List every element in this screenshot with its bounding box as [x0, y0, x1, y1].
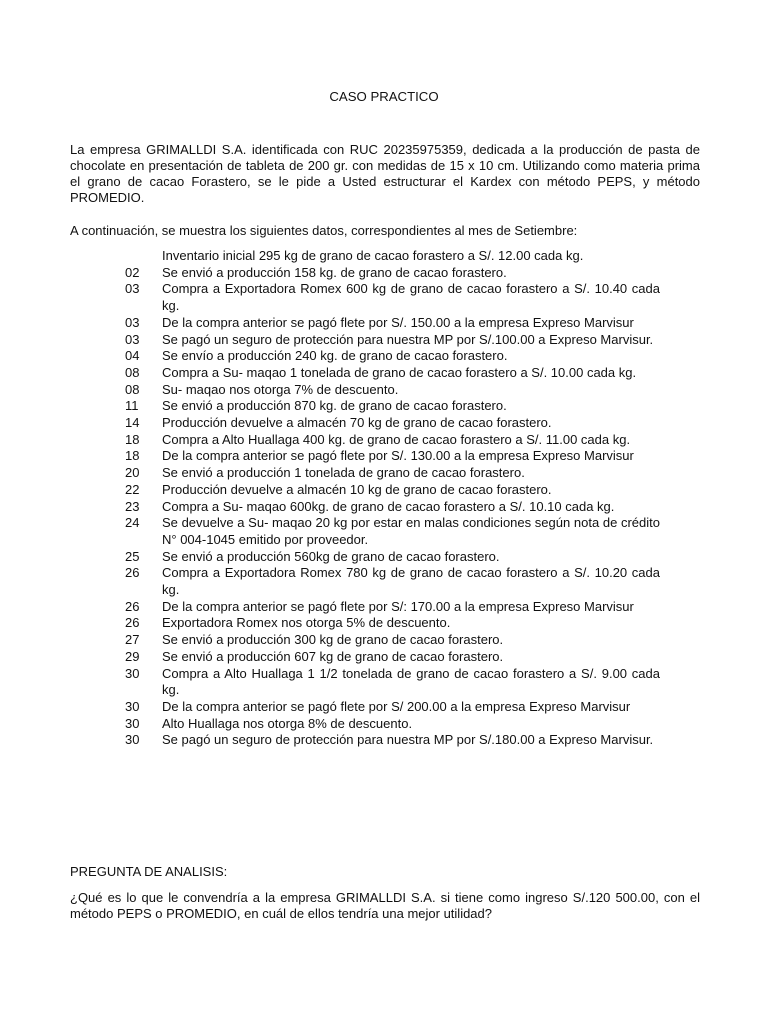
movement-day: 25 [125, 548, 140, 564]
list-item [70, 549, 660, 566]
movement-day: 29 [125, 648, 140, 664]
list-item [70, 649, 660, 666]
movement-text: De la compra anterior se pagó flete por S/. 130.00 a la empresa Expreso Marvisur [162, 448, 634, 464]
movement-text: Se pagó un seguro de protección para nuestra MP por S/.100.00 a Expreso Marvisur. [162, 331, 654, 347]
list-item [70, 315, 660, 332]
movement-text: Compra a Su- maqao 600kg. de grano de cacao forastero a S/. 10.10 cada kg. [162, 498, 615, 514]
page-title: CASO PRACTICO [329, 89, 439, 104]
movement-text: De la compra anterior se pagó flete por S/: 170.00 a la empresa Expreso Marvisur [162, 598, 634, 614]
list-item [70, 599, 660, 616]
movement-text: Se envió a producción 870 kg. de grano de cacao forastero. [162, 398, 507, 414]
movement-text: Compra a Alto Huallaga 1 1/2 tonelada de grano de cacao forastero a S/. 9.00 cada kg. [162, 665, 660, 698]
movement-day: 30 [125, 732, 140, 748]
movement-day: 04 [125, 348, 140, 364]
list-item [70, 432, 660, 449]
movement-text: Inventario inicial 295 kg de grano de cacao forastero a S/. 12.00 cada kg. [162, 248, 584, 263]
movement-text: Compra a Exportadora Romex 780 kg de grano de cacao forastero a S/. 10.20 cada kg. [162, 565, 660, 598]
list-item [70, 365, 660, 382]
list-item [70, 732, 660, 749]
movement-day: 30 [125, 698, 140, 714]
list-item [70, 499, 660, 516]
list-item [70, 382, 660, 399]
list-item [70, 515, 660, 548]
movement-text: Se devuelve a Su- maqao 20 kg por estar en malas condiciones según nota de crédito N° 004-1045 emitido por proveedor. [162, 515, 660, 547]
list-item [70, 699, 660, 716]
movement-text: Producción devuelve a almacén 70 kg de grano de cacao forastero. [162, 415, 552, 431]
movement-text: Se envió a producción 607 kg de grano de cacao forastero. [162, 648, 504, 664]
movement-day: 20 [125, 465, 140, 481]
movement-text: Compra a Alto Huallaga 400 kg. de grano de cacao forastero a S/. 11.00 cada kg. [162, 431, 631, 447]
movement-day: 03 [125, 281, 140, 297]
movement-text: De la compra anterior se pagó flete por S/ 200.00 a la empresa Expreso Marvisur [162, 698, 631, 714]
movements-list [70, 248, 660, 749]
list-item [70, 332, 660, 349]
list-item [70, 398, 660, 415]
movement-day: 27 [125, 632, 140, 648]
movement-text: Se envío a producción 240 kg. de grano de cacao forastero. [162, 348, 508, 364]
movement-text: Se envió a producción 158 kg. de grano de cacao forastero. [162, 264, 507, 280]
movement-day: 03 [125, 314, 140, 330]
movement-day: 30 [125, 715, 140, 731]
movement-text: Se envió a producción 1 tonelada de grano de cacao forastero. [162, 465, 525, 481]
list-item [70, 415, 660, 432]
list-item [70, 348, 660, 365]
list-item [70, 265, 660, 282]
movement-text: Se pagó un seguro de protección para nuestra MP por S/.180.00 a Expreso Marvisur. [162, 732, 654, 748]
list-item [70, 666, 660, 699]
movement-day: 02 [125, 264, 140, 280]
list-item [70, 565, 660, 598]
movement-text: Se envió a producción 560kg de grano de cacao forastero. [162, 548, 500, 564]
list-item [70, 281, 660, 314]
list-item [70, 716, 660, 733]
movement-day: 11 [125, 398, 139, 414]
movement-day: 23 [125, 498, 140, 514]
list-item [70, 448, 660, 465]
movement-day: 26 [125, 615, 140, 631]
movement-day: 22 [125, 481, 140, 497]
movement-day: 08 [125, 364, 140, 380]
movement-day: 14 [125, 415, 140, 431]
movement-text: Alto Huallaga nos otorga 8% de descuento. [162, 715, 413, 731]
list-item [70, 632, 660, 649]
list-item [70, 248, 660, 265]
movement-text: De la compra anterior se pagó flete por S/. 150.00 a la empresa Expreso Marvisur [162, 314, 634, 330]
movement-day: 03 [125, 331, 140, 347]
question-text: ¿Qué es lo que le convendría a la empresa GRIMALLDI S.A. si tiene como ingreso S/.120 500.00, con el método PEPS o PROMEDIO, en cuál de ellos tendría una mejor utilidad? [70, 890, 700, 921]
movement-text: Exportadora Romex nos otorga 5% de descuento. [162, 615, 451, 631]
list-item [70, 482, 660, 499]
intro-paragraph: La empresa GRIMALLDI S.A. identificada con RUC 20235975359, dedicada a la producción de pasta de chocolate en presentación de tableta de 200 gr. con medidas de 15 x 10 cm. Utilizando como materia prima el grano de cacao Forastero, se le pide a Usted estructurar el Kardex con método PEPS, y método PROMEDIO. [70, 142, 700, 205]
question-title: PREGUNTA DE ANALISIS: [70, 864, 228, 879]
movement-day: 18 [125, 448, 140, 464]
movement-day: 24 [125, 515, 140, 531]
lead-paragraph: A continuación, se muestra los siguientes datos, correspondientes al mes de Setiembre: [70, 223, 578, 238]
movement-day: 26 [125, 598, 140, 614]
movement-text: Compra a Su- maqao 1 tonelada de grano de cacao forastero a S/. 10.00 cada kg. [162, 364, 637, 380]
movement-text: Su- maqao nos otorga 7% de descuento. [162, 381, 399, 397]
movement-day: 26 [125, 565, 140, 581]
movement-text: Producción devuelve a almacén 10 kg de grano de cacao forastero. [162, 481, 552, 497]
list-item [70, 465, 660, 482]
movement-text: Se envió a producción 300 kg de grano de cacao forastero. [162, 632, 504, 648]
movement-text: Compra a Exportadora Romex 600 kg de grano de cacao forastero a S/. 10.40 cada kg. [162, 281, 660, 314]
movement-day: 08 [125, 381, 140, 397]
movement-day: 30 [125, 665, 140, 681]
movement-day: 18 [125, 431, 140, 447]
list-item [70, 615, 660, 632]
